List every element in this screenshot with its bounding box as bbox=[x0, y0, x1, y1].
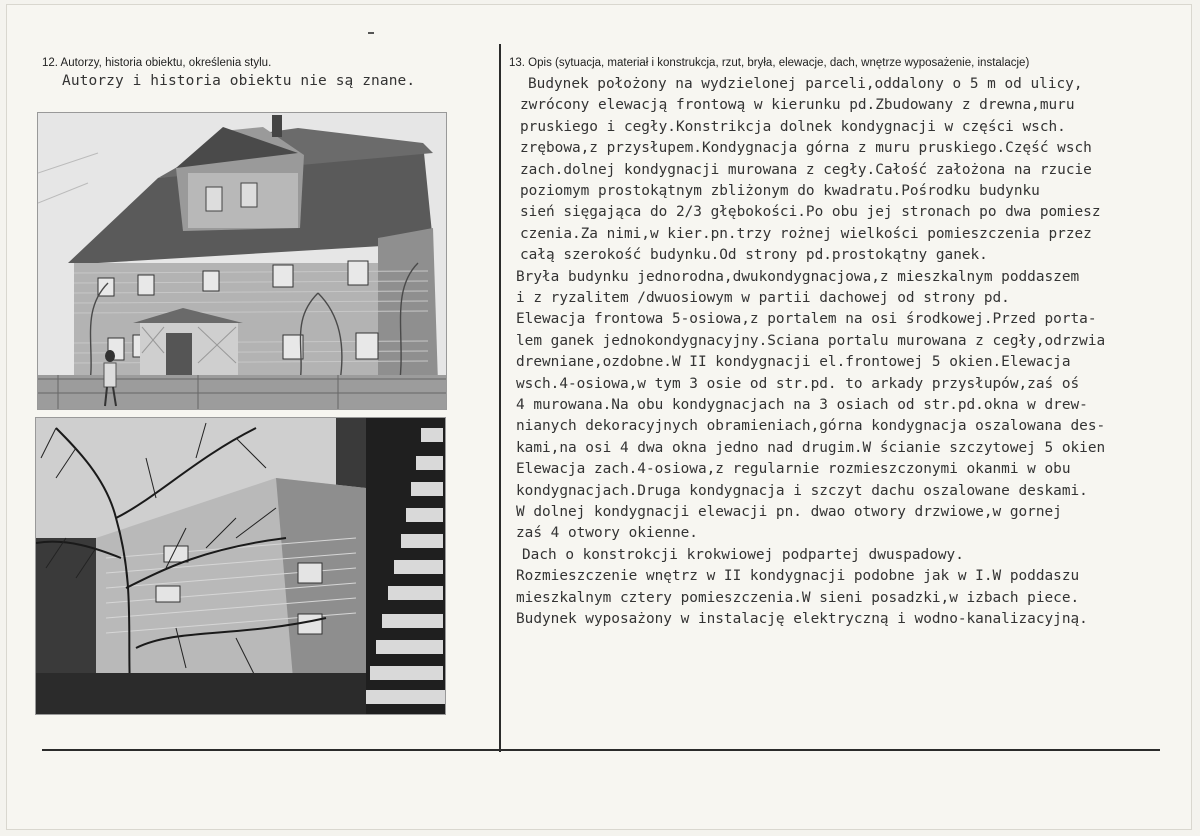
description-line: pruskiego i cegły.Konstrikcja dolnek kondygnacji w części wsch. bbox=[520, 118, 1066, 135]
description-line: wsch.4-osiowa,w tym 3 osie od str.pd. to arkady przysłupów,zaś oś bbox=[516, 375, 1080, 392]
description-line: Bryła budynku jednorodna,dwukondygnacjowa,z mieszkalnym poddaszem bbox=[516, 268, 1080, 285]
description-line: zrębowa,z przysłupem.Kondygnacja górna z muru pruskiego.Część wsch bbox=[520, 140, 1092, 157]
description-line: zaś 4 otwory okienne. bbox=[516, 525, 698, 542]
description-line: lem ganek jednokondygnacyjny.Sciana portalu murowana z cegły,odrzwia bbox=[516, 332, 1106, 349]
description-line: i z ryzalitem /dwuosiowym w partii dachowej od strony pd. bbox=[516, 290, 1010, 306]
description-line: Budynek wyposażony w instalację elektryczną i wodno-kanalizacyjną. bbox=[516, 611, 1088, 627]
description-line: Dach o konstrokcji krokwiowej podpartej dwuspadowy. bbox=[522, 546, 964, 563]
document-page bbox=[6, 4, 1192, 830]
section-13-heading: 13. Opis (sytuacja, materiał i konstrukcja, rzut, bryła, elewacje, dach, wnętrze wyposażenie, instalacje) bbox=[509, 57, 1030, 69]
description-line: sień sięgająca do 2/3 głębokości.Po obu jej stronach po dwa pomiesz bbox=[520, 204, 1101, 221]
house-side-photo bbox=[35, 417, 446, 715]
description-line: kami,na osi 4 dwa okna jedno nad drugim.W ścianie szczytowej 5 okien bbox=[516, 439, 1106, 456]
description-line: zach.dolnej kondygnacji murowana z cegły.Całość założona na rzucie bbox=[520, 161, 1092, 178]
description-line: zwrócony elewacją frontową w kierunku pd.Zbudowany z drewna,muru bbox=[520, 97, 1075, 114]
description-line: Elewacja zach.4-osiowa,z regularnie rozmieszczonymi okanmi w obu bbox=[516, 461, 1071, 478]
description-line: Rozmieszczenie wnętrz w II kondygnacji podobne jak w I.W poddaszu bbox=[516, 568, 1080, 585]
description-line: kondygnacjach.Druga kondygnacja i szczyt dachu oszalowane deskami. bbox=[516, 482, 1088, 499]
section-12-heading: 12. Autorzy, historia obiektu, określenia stylu. bbox=[42, 57, 272, 69]
column-divider bbox=[499, 44, 501, 752]
scan-mark bbox=[368, 32, 374, 34]
description-line: całą szerokość budynku.Od strony pd.prostokątny ganek. bbox=[520, 247, 988, 264]
house-front-photo bbox=[37, 112, 447, 410]
description-line: drewniane,ozdobne.W II kondygnacji el.frontowej 5 okien.Elewacja bbox=[516, 354, 1071, 371]
description-line: mieszkalnym cztery pomieszczenia.W sieni posadzki,w izbach piece. bbox=[516, 589, 1080, 606]
description-line: Budynek położony na wydzielonej parceli,oddalony o 5 m od ulicy, bbox=[528, 76, 1083, 92]
section-12-text: Autorzy i historia obiektu nie są znane. bbox=[62, 73, 416, 89]
description-line: czenia.Za nimi,w kier.pn.trzy rożnej wielkości pomieszczenia przez bbox=[520, 225, 1092, 242]
description-line: poziomym prostokątnym zbliżonym do kwadratu.Pośrodku budynku bbox=[520, 183, 1040, 199]
bottom-rule bbox=[42, 749, 1160, 751]
description-line: W dolnej kondygnacji elewacji pn. dwao otwory drzwiowe,w gornej bbox=[516, 504, 1062, 520]
description-line: 4 murowana.Na obu kondygnacjach na 3 osiach od str.pd.okna w drew- bbox=[516, 397, 1088, 413]
description-line: nianych dekoracyjnych obramieniach,górna kondygnacja oszalowana des- bbox=[516, 418, 1106, 435]
description-line: Elewacja frontowa 5-osiowa,z portalem na osi środkowej.Przed porta- bbox=[516, 311, 1097, 328]
